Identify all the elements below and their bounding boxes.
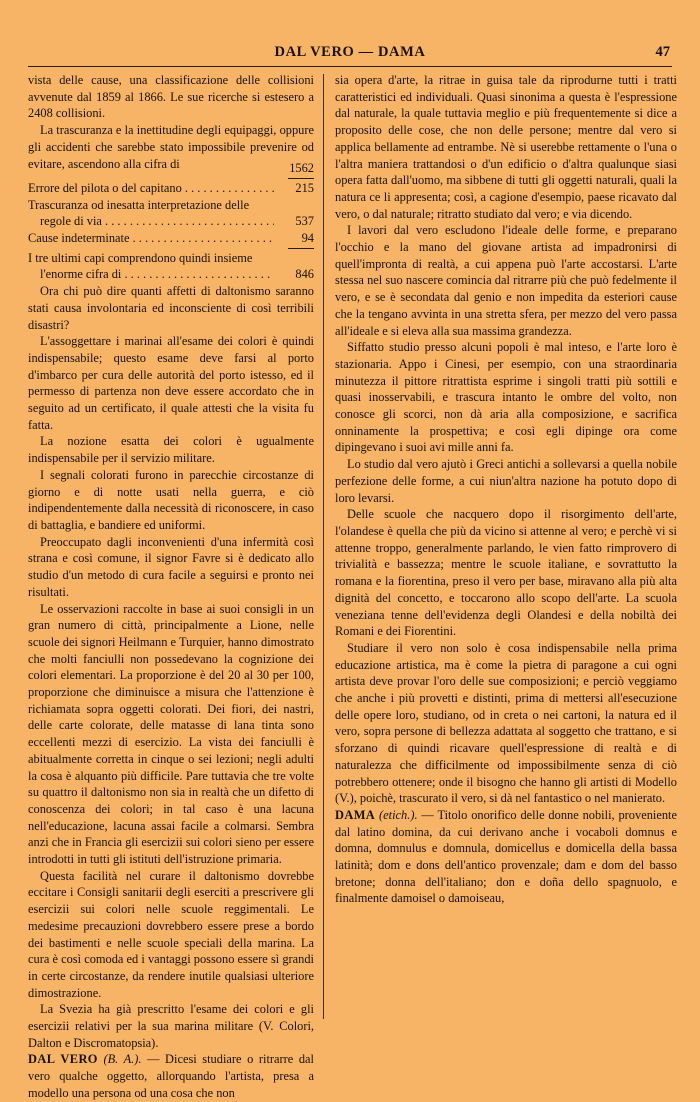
stat-row <box>28 197 314 214</box>
paragraph: Siffatto studio presso alcuni popoli è mal inteso, e l'arte loro è stazionaria. Appo i Cinesi, per esempio, con una straordinaria minutezza il pittore ritrattista esprime i singoli tratti più sottili e quasi inosservabili, e trascura intanto le ombre del volto, non conosce gli scorci, non dà aria alla composizione, e sacrifica onninamente la prospettiva; e così egli dipinge ora come dipingevano i suoi avi mille anni fa. <box>335 340 677 455</box>
table-rule <box>288 178 314 179</box>
stat-intro-value: 1562 <box>289 161 314 176</box>
stat-total-row <box>28 250 314 267</box>
stat-label: Errore del pilota o del capitano . . . <box>28 180 274 197</box>
paragraph: Questa facilità nel curare il daltonismo dovrebbe eccitare i Consigli sanitarii degli eserciti a prescrivere gli esercizii sui colori nelle scuole reggimentali. Le medesime precauzioni dovrebbero essere prese a bordo dei bastimenti e nelle scuole speciali della marina. La cura è così comoda ed i vantaggi possono essere sì grandi in certe circostanze, da rendere inutile qualsiasi ulteriore dimostrazione. <box>28 868 314 1000</box>
stat-total-label: l'enorme cifra di . . . <box>28 266 274 283</box>
header-rule <box>28 66 672 67</box>
paragraph: Ora chi può dire quanti affetti di daltonismo saranno stati causa involontaria ed inconsciente di così terribili disastri? <box>28 284 314 332</box>
right-column <box>335 72 677 907</box>
stat-intro-row <box>28 122 314 172</box>
column-divider <box>323 74 324 1019</box>
paragraph: Preoccupato dagli inconvenienti d'una infermità così strana e così comune, il signor Favre si è dedicato allo studio d'un metodo di cura facile a seguirsi e pronto nei risultati. <box>28 534 314 599</box>
paragraph: La Svezia ha già prescritto l'esame dei colori e gli esercizii relativi per la sua marina militare (V. Colori, Dalton e Discromatopsia). <box>28 1002 314 1050</box>
entry-category: (etich.). <box>379 807 418 822</box>
stat-value: 537 <box>295 214 314 229</box>
stat-total-row <box>28 266 314 283</box>
stat-intro-value-row <box>28 161 314 177</box>
paragraph: Studiare il vero non solo è cosa indispensabile nella prima educazione artistica, ma è come la pietra di paragone a cui ogni artista deve provar l'oro delle sue composizioni; e perciò veggiamo che anche i più provetti e distinti, prima di mettersi all'esecuzione delle opere loro, studiano, od in creta o nei cartoni, la natura ed il vero, sopra persone di bellezza adattata al soggetto che trattano, e si sforzano di quindi ricavare quell'espressione di realtà e di naturalezza che difficilmente od impossibilmente senza di ciò potrebbero ottenere; onde il bisogno che hanno gli artisti di Modello (V.), poichè, trascurato il vero, si dà nel fantastico o nel manierato. <box>335 640 677 806</box>
stat-row <box>28 180 314 197</box>
paragraph: vista delle cause, una classificazione delle collisioni avvenute dal 1859 al 1866. Le sue ricerche si estesero a 2408 collisioni. <box>28 73 314 121</box>
page-header <box>28 44 672 66</box>
paragraph: Le osservazioni raccolte in base ai suoi consigli in un gran numero di città, principalmente a Lione, nelle scuole dei signori Heilmann e Turquier, hanno dimostrato che molti fanciulli non possedevano la cognizione dei colori elementari. La proporzione è del 20 al 30 per 100, proporzione che diminuisce a misura che l'attenzione è richiamata sopra oggetti colorati. Dei fiori, dei nastri, delle carte colorate, delle matasse di lana tinta sono eccellenti mezzi di esercizio. La vista dei fanciulli è abitualmente corretta in cinque o sei lezioni; negli adulti la cosa è alquanto più difficile. Pare tuttavia che tre volte su quattro il daltonismo non sia in realtà che un difetto di conoscenza dei colori; in tal caso è una lacuna nell'educazione, lacuna assai facile a colmarsi. Sembra anzi che in Francia gli esercizii sui colori sieno per essere introdotti in tutti gli istituti dell'istruzione primaria. <box>28 601 314 867</box>
table-rule <box>288 248 314 249</box>
stat-intro-label: La trascuranza e la inettitudine degli equipaggi, oppure gli accidenti che sarebbe stato impossibile prevenire od evitare, ascendono alla cifra di <box>28 123 314 171</box>
running-title: DAL VERO — DAMA <box>274 44 426 60</box>
paragraph: sia opera d'arte, la ritrae in guisa tale da riprodurne tutti i tratti caratteristici ed individuali. Quasi sinonima a questa è l'espressione dal naturale, la quale tuttavia meglio e più frequentemente si dice a proposito delle cose, che non delle persone; mentre dal vero si applica bellamente ad entrambe. Nè si userebbe rettamente o l'una o l'altra maniera trattandosi o d'un edificio o d'altra qualunque siasi opera fatta dall'uomo, ma sibbene di tutti gli oggetti naturali, quali la natura ce li appresenta; così, a cagione d'esempio, paese ricavato dal vero, o dal naturale; ritratto studiato dal vero; e via dicendo. <box>335 73 677 221</box>
paragraph: Lo studio dal vero ajutò i Greci antichi a sollevarsi a quella nobile perfezione delle forme, a cui niun'altra nazione ha potuto dopo di loro levarsi. <box>335 457 677 505</box>
stat-total-label: I tre ultimi capi comprendono quindi insieme <box>28 250 253 265</box>
page-number: 47 <box>655 44 670 60</box>
stat-row <box>28 213 314 230</box>
entry-text: — Titolo onorifico delle donne nobili, proveniente dal latino domina, da cui derivano anche i vocaboli domnus e domna, domnulus e domnula, domicellus e domicella della bassa latinità; dom e dons dell'antico provenzale; dam e dom del basso bretone; donna dell'italiano; don e doña dello spagnuolo, e finalmente damoisel o damoiseau, <box>335 807 677 906</box>
stat-total-value: 846 <box>295 267 314 282</box>
stat-value: 215 <box>295 180 314 195</box>
paragraph: I lavori dal vero escludono l'ideale delle forme, e preparano l'occhio e la mano del giovane artista ad impadronirsi di quell'impronta di realtà, a cui appena può l'arte accostarsi. L'arte stessa nel suo nascere comincia dal ritrarre più che può fedelmente il vero, e se è secondata dal genio e non impedita da esteriori cause che la tengano avvinta in una stretta sfera, per mezzo del vero passa all'ideale e si eleva alla sua massima grandezza. <box>335 223 677 338</box>
paragraph: I segnali colorati furono in parecchie circostanze di giorno e di notte usati nella guerra, e ciò indipendentemente dalla necessità di riconoscere, in caso di battaglia, e bandiere ed uniformi. <box>28 467 314 532</box>
stat-row <box>28 230 314 247</box>
paragraph: Delle scuole che nacquero dopo il risorgimento dell'arte, l'olandese è quella che più da vicino si attenne al vero; e perchè vi si attenne troppo, generalmente parlando, le vien fatto rimprovero di trivialità e bassezza; mentre le scuole italiane, e sovrattutto la romana e la fiorentina, preso il vero per base, miravano alla più alta dignità del concetto, e toccarono allo scopo dell'arte. La scuola veneziana tenne dell'evidenza degli Olandesi e della nobiltà dei Romani e dei Fiorentini. <box>335 507 677 639</box>
entry-category: (B. A.). <box>103 1052 142 1067</box>
stat-label: Cause indeterminate . . . <box>28 230 274 247</box>
stat-label: Trascuranza od inesatta interpretazione delle <box>28 197 250 212</box>
collision-stats-table <box>28 122 314 283</box>
paragraph: L'assoggettare i marinai all'esame dei colori è quindi indispensabile; questo esame deve farsi al porto d'imbarco per cura delle autorità del porto istesso, ed il permesso di partenza non deve essere accordato che in seguito ad un certificato, il quale attesti che la visita fu fatta. <box>28 334 314 432</box>
stat-label: regole di via . . . <box>28 213 274 230</box>
dictionary-entry <box>28 1051 314 1101</box>
paragraph: La nozione esatta dei colori è ugualmente indispensabile per il servizio militare. <box>28 434 314 466</box>
stat-value: 94 <box>301 231 314 246</box>
dictionary-entry <box>335 807 677 907</box>
entry-headword: DAL VERO <box>28 1052 98 1067</box>
left-column <box>28 72 314 1102</box>
entry-text: — Dicesi studiare o ritrarre dal vero qualche oggetto, allorquando l'artista, presa a modello una persona od una cosa che non <box>28 1052 314 1100</box>
entry-headword: DAMA <box>335 807 376 822</box>
